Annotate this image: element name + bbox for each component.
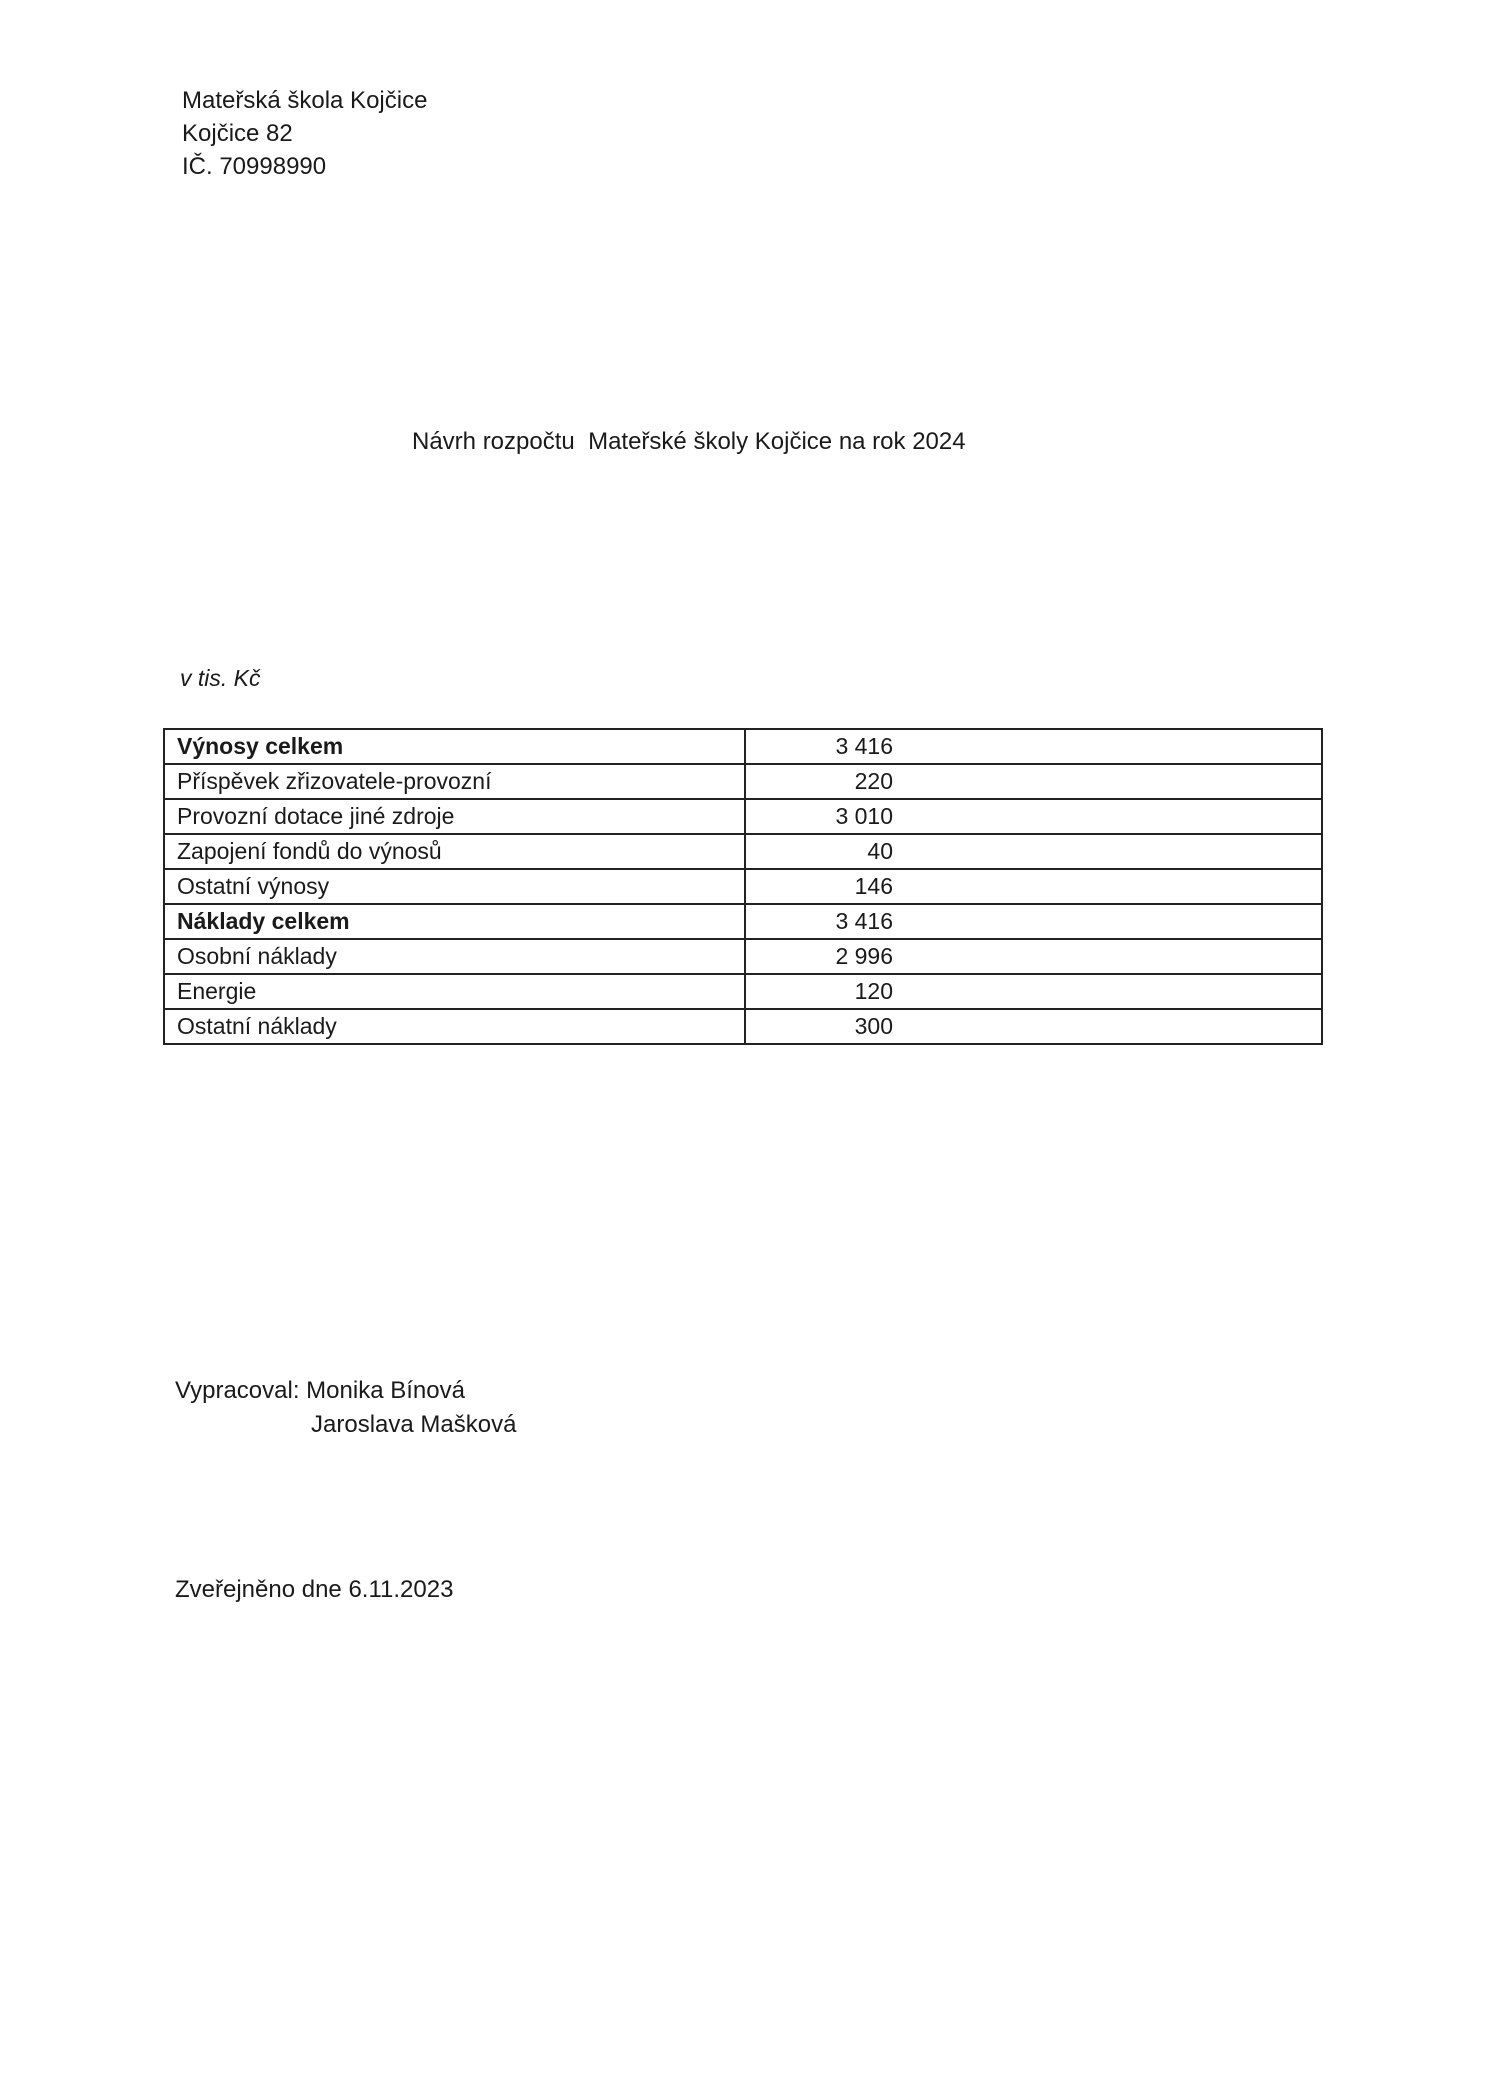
organization-header	[182, 84, 427, 183]
table-row	[164, 869, 1322, 904]
table-row	[164, 834, 1322, 869]
unit-note: v tis. Kč	[180, 665, 261, 691]
row-value: 3 416	[745, 729, 1322, 764]
budget-table	[163, 728, 1323, 1045]
row-value: 300	[745, 1009, 1322, 1044]
row-label: Výnosy celkem	[164, 729, 745, 764]
row-label: Provozní dotace jiné zdroje	[164, 799, 745, 834]
table-row	[164, 974, 1322, 1009]
document-title: Návrh rozpočtu Mateřské školy Kojčice na rok 2024	[412, 428, 966, 455]
prepared-by-second-name: Jaroslava Mašková	[311, 1411, 517, 1438]
table-row	[164, 939, 1322, 974]
row-value: 146	[745, 869, 1322, 904]
row-value: 40	[745, 834, 1322, 869]
table-row	[164, 904, 1322, 939]
row-label: Ostatní výnosy	[164, 869, 745, 904]
table-row	[164, 764, 1322, 799]
row-value: 3 416	[745, 904, 1322, 939]
prepared-by	[175, 1374, 516, 1442]
row-value: 220	[745, 764, 1322, 799]
row-label: Osobní náklady	[164, 939, 745, 974]
row-label: Náklady celkem	[164, 904, 745, 939]
row-label: Příspěvek zřizovatele-provozní	[164, 764, 745, 799]
row-value: 2 996	[745, 939, 1322, 974]
table-row	[164, 729, 1322, 764]
row-value: 120	[745, 974, 1322, 1009]
table-row	[164, 1009, 1322, 1044]
organization-address: Kojčice 82	[182, 120, 293, 147]
row-value: 3 010	[745, 799, 1322, 834]
row-label: Energie	[164, 974, 745, 1009]
table-row	[164, 799, 1322, 834]
prepared-by-line: Vypracoval: Monika Bínová	[175, 1377, 465, 1404]
row-label: Zapojení fondů do výnosů	[164, 834, 745, 869]
row-label: Ostatní náklady	[164, 1009, 745, 1044]
organization-name: Mateřská škola Kojčice	[182, 87, 428, 114]
published-date: Zveřejněno dne 6.11.2023	[175, 1576, 454, 1603]
budget-table-body	[164, 729, 1322, 1044]
organization-ico: IČ. 70998990	[182, 153, 327, 180]
